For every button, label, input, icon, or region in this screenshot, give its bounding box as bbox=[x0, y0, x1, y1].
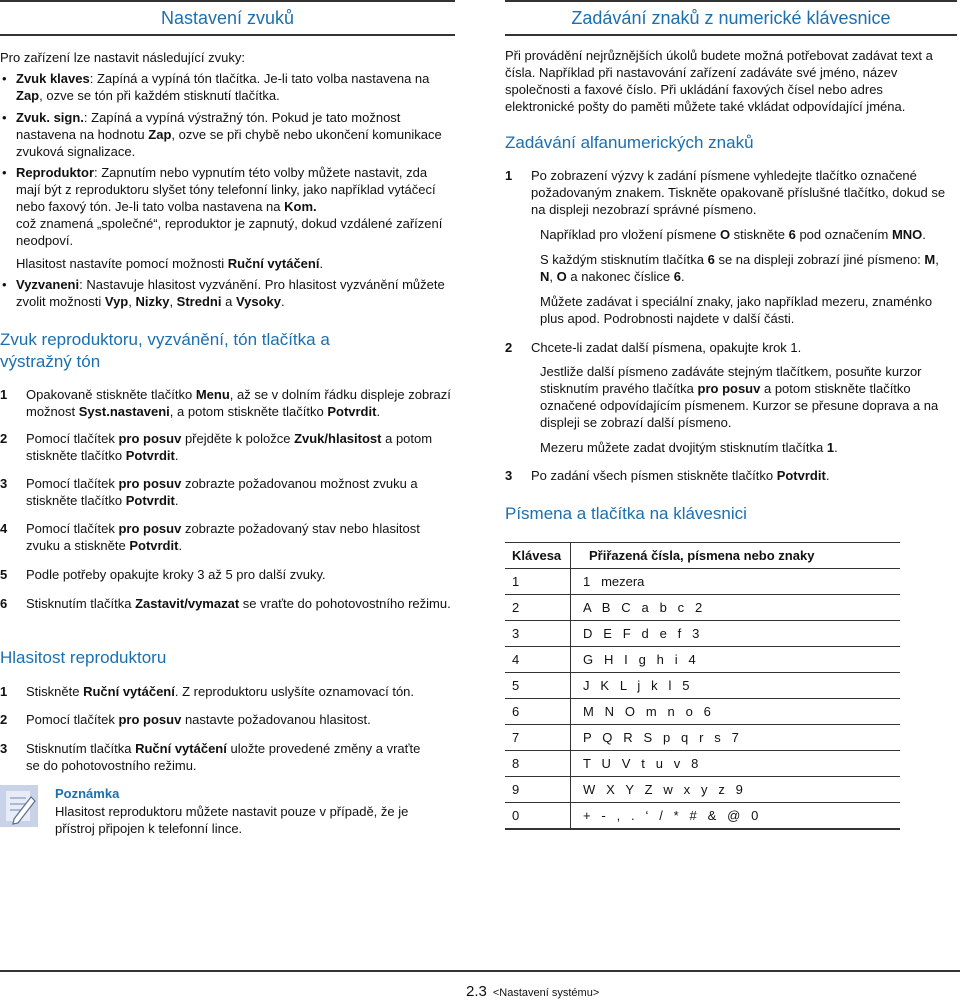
table-cell-key: 1 bbox=[505, 569, 571, 595]
table-cell-chars: 1 mezera bbox=[571, 569, 901, 595]
step-1: 1 Opakovaně stiskněte tlačítko Menu, až se v dolním řádku displeje zobrazí možnost Syst.nastaveni, a potom stiskněte tlačítko Potvrdit. bbox=[0, 387, 451, 419]
bullet-vyzvaneni: • Vyzvaneni: Nastavuje hlasitost vyzvánění. Pro hlasitost vyzvánění můžete zvolit možnosti Vyp, Nizky, Stredni a Vysoky. bbox=[0, 276, 454, 310]
footer bbox=[466, 983, 599, 1002]
table-cell-key: 2 bbox=[505, 595, 571, 621]
alnum-step-2-detail: Jestliže další písmeno zadáváte stejným tlačítkem, posuňte kurzor stisknutím pravého tlačítka pro posuv a potom stiskněte tlačítko označené odpovídajícím písmenem. Kurzor se přesune doprava a na displeji se zobrazí další písmeno. bbox=[540, 364, 939, 430]
table-cell-chars: T U V t u v 8 bbox=[571, 751, 901, 777]
intro-text: Pro zařízení lze nastavit následující zvuky: bbox=[0, 50, 245, 65]
bullet-reproduktor: • Reproduktor: Zapnutím nebo vypnutím této volby můžete nastavit, zda mají být z reproduktoru slyšet tóny telefonní linky, jako například vytáčecí nebo faxový tón. Je-li tato volba nastavena na Kom. což znamená „společné“, reproduktor je zapnutý, dokud vzdálené zařízení neodpoví. bbox=[0, 164, 454, 249]
step-5: 5 Podle potřeby opakujte kroky 3 až 5 pro další zvuky. bbox=[0, 567, 326, 582]
table-cell-chars: W X Y Z w x y z 9 bbox=[571, 777, 901, 803]
table-cell-chars: D E F d e f 3 bbox=[571, 621, 901, 647]
table-cell-chars: M N O m n o 6 bbox=[571, 699, 901, 725]
table-cell-chars: G H I g h i 4 bbox=[571, 647, 901, 673]
table-row bbox=[505, 673, 900, 699]
alnum-step-3: 3 Po zadání všech písmen stiskněte tlačítko Potvrdit. bbox=[505, 468, 830, 483]
table-row bbox=[505, 751, 900, 777]
footer-rule bbox=[0, 970, 960, 972]
left-column bbox=[0, 0, 455, 836]
right-page-header: Zadávání znaků z numerické klávesnice bbox=[505, 0, 957, 36]
table-cell-key: 7 bbox=[505, 725, 571, 751]
table-cell-chars: P Q R S p q r s 7 bbox=[571, 725, 901, 751]
right-column bbox=[505, 0, 957, 823]
table-cell-key: 3 bbox=[505, 621, 571, 647]
page-number: 2.3 bbox=[466, 983, 487, 1000]
table-row bbox=[505, 699, 900, 725]
note-text: Hlasitost reproduktoru můžete nastavit pouze v případě, že je přístroj připojen k telefonní lince. bbox=[55, 804, 409, 836]
table-cell-key: 8 bbox=[505, 751, 571, 777]
table-header-key: Klávesa bbox=[505, 543, 571, 569]
section-heading-keys: Písmena a tlačítka na klávesnici bbox=[505, 504, 747, 523]
table-row bbox=[505, 725, 900, 751]
table-row bbox=[505, 777, 900, 803]
bullet-zvuk-sign: • Zvuk. sign.: Zapíná a vypíná výstražný tón. Pokud je tato možnost nastavena na hodnotu Zap, ozve se při chybě nebo ukončení komunikace zvuková signalizace. bbox=[0, 109, 454, 160]
left-page-header: Nastavení zvuků bbox=[0, 0, 455, 36]
section-heading-volume: Hlasitost reproduktoru bbox=[0, 648, 167, 667]
table-row bbox=[505, 647, 900, 673]
table-cell-chars: + - , . ‘ / * # & @ 0 bbox=[571, 803, 901, 830]
step-4: 4 Pomocí tlačítek pro posuv zobrazte požadovaný stav nebo hlasitost zvuku a stiskněte Potvrdit. bbox=[0, 521, 420, 553]
table-header-row bbox=[505, 543, 900, 569]
table-row bbox=[505, 803, 900, 830]
alnum-step-2-space: Mezeru můžete zadat dvojitým stisknutím tlačítka 1. bbox=[540, 440, 838, 455]
table-header-chars: Přiřazená čísla, písmena nebo znaky bbox=[571, 543, 901, 569]
table-cell-key: 5 bbox=[505, 673, 571, 699]
table-cell-key: 0 bbox=[505, 803, 571, 830]
step-2: 2 Pomocí tlačítek pro posuv přejděte k položce Zvuk/hlasitost a potom stiskněte tlačítko Potvrdit. bbox=[0, 431, 433, 463]
table-row bbox=[505, 595, 900, 621]
section-heading-sounds: Zvuk reproduktoru, vyzvánění, tón tlačítka a výstražný tón bbox=[0, 330, 330, 371]
alnum-example: Například pro vložení písmene O stiskněte 6 pod označením MNO. bbox=[540, 227, 926, 242]
table-row bbox=[505, 569, 900, 595]
table-cell-key: 4 bbox=[505, 647, 571, 673]
table-cell-chars: A B C a b c 2 bbox=[571, 595, 901, 621]
note-title: Poznámka bbox=[55, 786, 120, 801]
pencil-icon bbox=[0, 785, 38, 827]
volume-step-3: 3 Stisknutím tlačítka Ruční vytáčení uložte provedené změny a vraťte se do pohotovostního režimu. bbox=[0, 741, 421, 773]
alnum-example-3: Můžete zadávat i speciální znaky, jako například mezeru, znaménko plus apod. Podrobnosti najdete v další části. bbox=[540, 294, 933, 326]
volume-note: Hlasitost nastavíte pomocí možnosti Ruční vytáčení. bbox=[16, 256, 324, 271]
right-intro: Při provádění nejrůznějších úkolů budete možná potřebovat zadávat text a čísla. Například při nastavování zařízení zadáváte své jméno, název společnosti a faxové číslo. Při ukládání faxových čísel nebo adres elektronické pošty do paměti můžete také vkládat odpovídající jména. bbox=[505, 48, 933, 114]
keypad-table bbox=[505, 542, 900, 830]
alnum-step-2: 2 Chcete-li zadat další písmena, opakujte krok 1. bbox=[505, 340, 802, 355]
volume-step-2: 2 Pomocí tlačítek pro posuv nastavte požadovanou hlasitost. bbox=[0, 712, 371, 727]
alnum-example-2: S každým stisknutím tlačítka 6 se na displeji zobrazí jiné písmeno: M, N, O a nakonec číslice 6. bbox=[540, 252, 939, 284]
table-cell-key: 6 bbox=[505, 699, 571, 725]
table-row bbox=[505, 621, 900, 647]
alnum-step-1: 1 Po zobrazení výzvy k zadání písmene vyhledejte tlačítko označené požadovaným znakem. Tiskněte opakovaně příslušné tlačítko, dokud se na displeji nezobrazí správné písmeno. bbox=[505, 168, 946, 217]
table-cell-chars: J K L j k l 5 bbox=[571, 673, 901, 699]
volume-step-1: 1 Stiskněte Ruční vytáčení. Z reproduktoru uslyšíte oznamovací tón. bbox=[0, 684, 415, 699]
table-cell-key: 9 bbox=[505, 777, 571, 803]
step-6: 6 Stisknutím tlačítka Zastavit/vymazat se vraťte do pohotovostního režimu. bbox=[0, 596, 451, 611]
step-3: 3 Pomocí tlačítek pro posuv zobrazte požadovanou možnost zvuku a stiskněte tlačítko Potvrdit. bbox=[0, 476, 418, 508]
section-heading-alnum: Zadávání alfanumerických znaků bbox=[505, 133, 754, 152]
footer-section: <Nastavení systému> bbox=[492, 987, 600, 999]
bullet-zvuk-klaves: • Zvuk klaves: Zapíná a vypíná tón tlačítka. Je-li tato volba nastavena na Zap, ozve se tón při každém stisknutí tlačítka. bbox=[0, 70, 454, 104]
